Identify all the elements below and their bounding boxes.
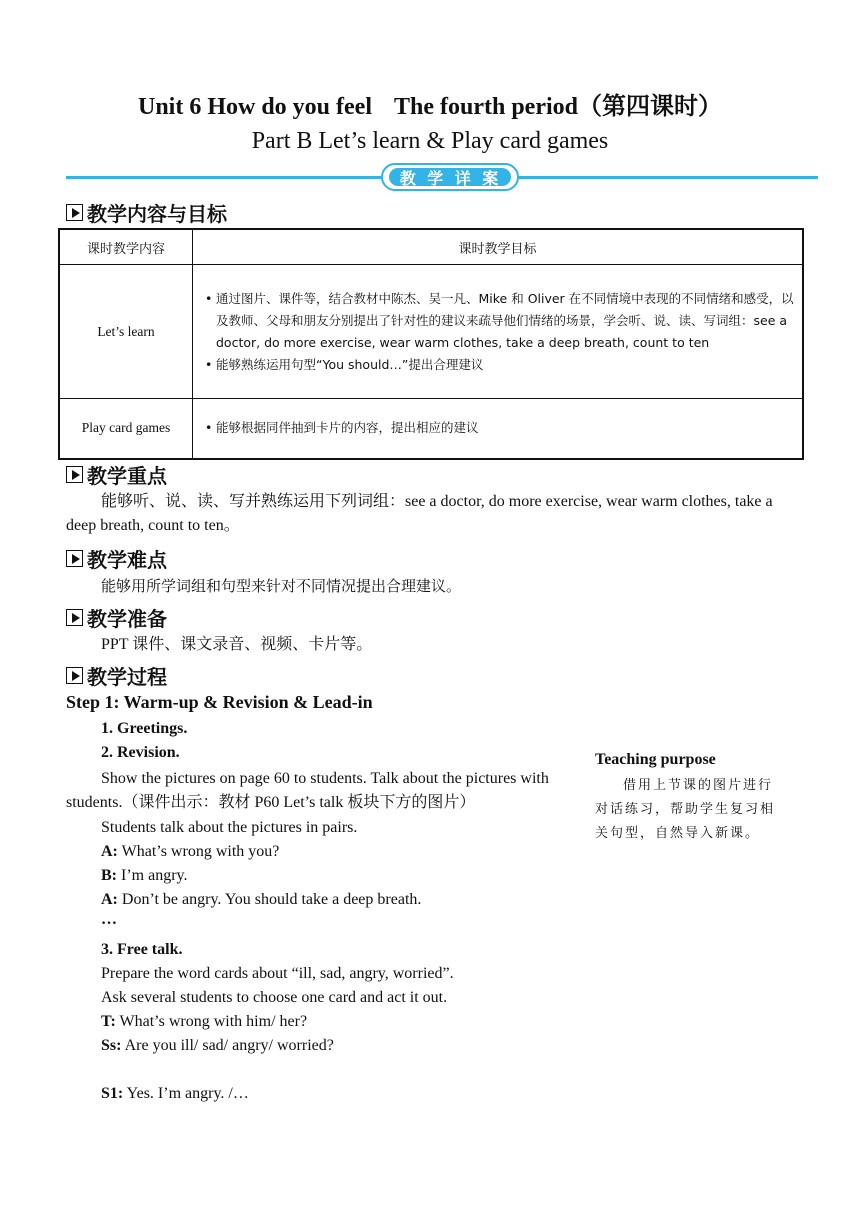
section-label: 教学难点 xyxy=(87,548,167,572)
section-label: 教学准备 xyxy=(87,607,167,631)
free-talk-heading: 3. Free talk. xyxy=(101,941,183,958)
dialog-line: A: Don’t be angry. You should take a deep breath. xyxy=(101,891,422,908)
teaching-purpose-title: Teaching purpose xyxy=(595,751,716,768)
play-marker-icon xyxy=(66,204,83,221)
play-marker-icon xyxy=(66,466,83,483)
banner-char: 教 xyxy=(399,168,418,188)
page-title xyxy=(0,86,860,121)
section-heading-process xyxy=(66,661,167,690)
play-marker-icon xyxy=(66,550,83,567)
table-row xyxy=(59,265,803,399)
step1-title: Step 1: Warm-up & Revision & Lead-in xyxy=(66,692,373,712)
ask-text: Ask several students to choose one card and act it out. xyxy=(101,989,448,1006)
revision-text: Show the pictures on page 60 to students. Talk about the pictures with students.（课件出示：教材 P60 Let’s talk 板块下方的图片） xyxy=(66,770,549,811)
prepare-text: Prepare the word cards about “ill, sad, angry, worried”. xyxy=(101,965,454,982)
dialog-line: S1: Yes. I’m angry. /… xyxy=(101,1085,249,1102)
preparation-text: PPT 课件、课文录音、视频、卡片等。 xyxy=(101,636,373,653)
dialog-line: T: What’s wrong with him/ her? xyxy=(101,1013,308,1030)
play-marker-icon xyxy=(66,609,83,626)
title-period: The fourth period（第四课时） xyxy=(393,94,722,120)
section-heading-preparation xyxy=(66,603,167,632)
table-cell-goals xyxy=(193,265,804,399)
table-header-goals: 课时教学目标 xyxy=(193,229,804,265)
section-label: 教学过程 xyxy=(87,665,167,689)
objectives-table xyxy=(58,228,804,460)
goal-item: • 能够熟练运用句型“You should…”提出合理建议 xyxy=(205,356,484,372)
banner-char: 案 xyxy=(482,168,501,188)
teaching-purpose-text: 借用上节课的图片进行对话练习，帮助学生复习相关句型，自然导入新课。 xyxy=(595,778,776,841)
dialog-line: Ss: Are you ill/ sad/ angry/ worried? xyxy=(101,1037,334,1054)
dialog-line: A: What’s wrong with you? xyxy=(101,843,280,860)
difficulties-text: 能够用所学词组和句型来针对不同情况提出合理建议。 xyxy=(101,577,462,595)
section-label: 教学重点 xyxy=(87,464,167,488)
dialog-line: B: I’m angry. xyxy=(101,867,188,884)
page-subtitle: Part B Let’s learn & Play card games xyxy=(251,128,609,154)
table-cell-content: Play card games xyxy=(59,399,193,459)
table-header-content: 课时教学内容 xyxy=(59,229,193,265)
section-heading-key-points xyxy=(66,460,167,489)
table-row xyxy=(59,399,803,459)
goal-item: • 通过图片、课件等，结合教材中陈杰、吴一凡、Mike 和 Oliver 在不同情境中表现的不同情绪和感受，以及教师、父母和朋友分别提出了针对性的建议来疏导他们情绪的场景，学会听、说、读、写词组：see a doctor, do more exercise, wear warm clothes, take a deep breath, count to ten xyxy=(205,290,794,350)
banner-line-right xyxy=(518,176,818,179)
greetings-heading: 1. Greetings. xyxy=(101,720,188,737)
goal-item: • 能够根据同伴抽到卡片的内容，提出相应的建议 xyxy=(205,420,479,436)
section-heading-difficulties xyxy=(66,544,167,573)
pairs-text: Students talk about the pictures in pairs. xyxy=(101,819,358,836)
table-header-row xyxy=(59,229,803,265)
title-unit: Unit 6 How do you feel xyxy=(137,94,372,120)
banner-char: 学 xyxy=(427,168,446,188)
key-points-text: 能够听、说、读、写并熟练运用下列词组：see a doctor, do more exercise, wear warm clothes, take a deep breath, count to ten。 xyxy=(66,493,773,534)
dialog-ellipsis: … xyxy=(101,911,117,928)
lesson-plan-banner xyxy=(381,163,519,191)
banner-char: 详 xyxy=(454,168,473,188)
section-heading-content-goals xyxy=(66,198,227,227)
section-label: 教学内容与目标 xyxy=(87,202,227,226)
banner-line-left xyxy=(66,176,382,179)
table-cell-goals xyxy=(193,399,804,459)
table-cell-content: Let’s learn xyxy=(59,265,193,399)
play-marker-icon xyxy=(66,667,83,684)
revision-heading: 2. Revision. xyxy=(101,744,180,761)
